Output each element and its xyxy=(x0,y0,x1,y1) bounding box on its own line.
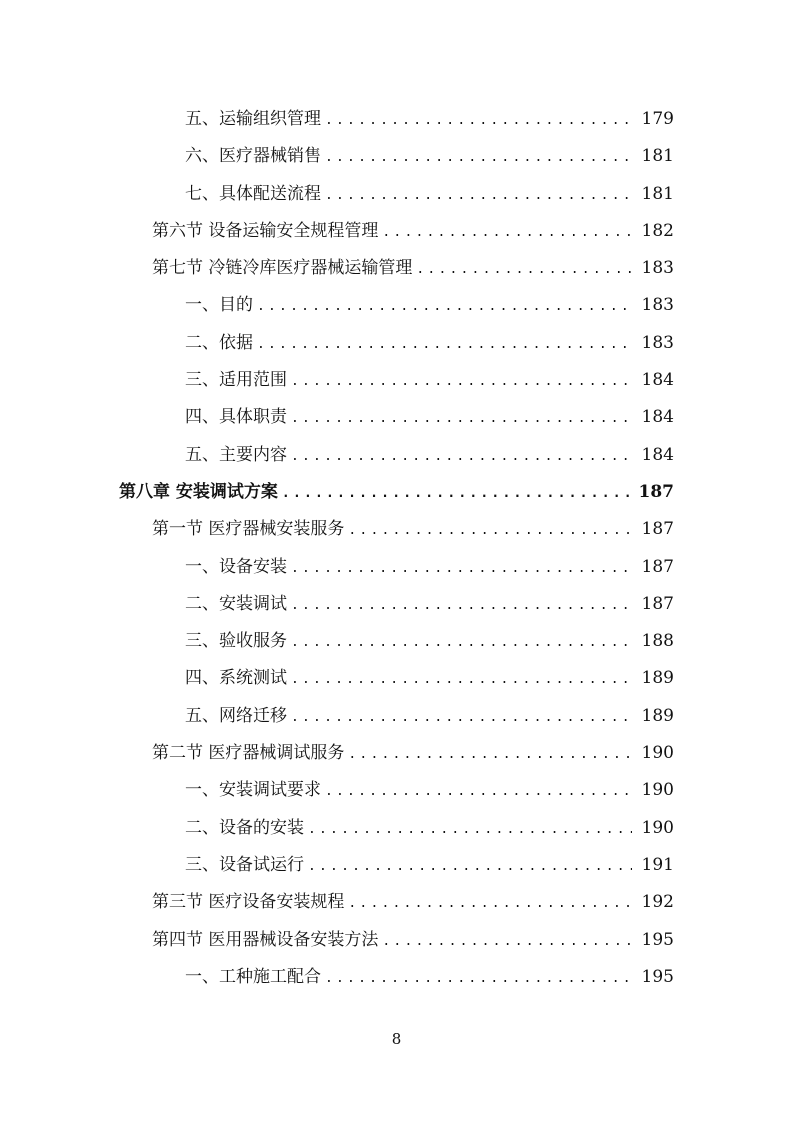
toc-entry-title: 第七节 冷链冷库医疗器械运输管理 xyxy=(152,258,413,279)
dot-leader xyxy=(291,661,632,698)
dot-leader xyxy=(308,848,632,885)
toc-entry-title: 五、运输组织管理 xyxy=(185,109,321,129)
toc-entry-title: 二、设备的安装 xyxy=(185,817,304,838)
toc-entry[interactable] xyxy=(0,325,793,362)
toc-entry[interactable] xyxy=(0,474,793,511)
toc-entry-page-number: 195 xyxy=(641,929,674,950)
toc-entry-page-number: 184 xyxy=(641,370,674,391)
toc-entry-content xyxy=(152,250,674,288)
toc-entry-title: 第八章 安装调试方案 xyxy=(119,481,278,502)
toc-entry[interactable] xyxy=(0,511,793,548)
dot-leader xyxy=(308,811,632,848)
table-of-contents xyxy=(0,101,793,996)
toc-entry-title: 三、设备试运行 xyxy=(185,854,304,875)
toc-entry-content xyxy=(185,623,674,661)
toc-entry-page-number: 183 xyxy=(641,332,674,353)
dot-leader xyxy=(282,475,629,512)
toc-entry-content xyxy=(185,698,674,736)
toc-entry-title: 六、医疗器械销售 xyxy=(185,146,321,167)
toc-entry-content xyxy=(119,474,674,512)
toc-entry-content xyxy=(185,362,674,400)
dot-leader xyxy=(291,587,632,624)
dot-leader xyxy=(325,960,632,997)
toc-entry-title: 四、具体职责 xyxy=(185,407,287,428)
dot-leader xyxy=(382,923,631,960)
dot-leader xyxy=(348,512,631,549)
toc-entry-page-number: 189 xyxy=(641,668,674,689)
toc-entry-content xyxy=(185,959,674,997)
toc-entry-content xyxy=(185,138,674,176)
toc-entry-content xyxy=(185,325,674,363)
toc-entry[interactable] xyxy=(0,959,793,996)
dot-leader xyxy=(291,624,632,661)
dot-leader xyxy=(291,699,632,736)
toc-entry-page-number: 189 xyxy=(641,705,674,726)
toc-entry-title: 第四节 医用器械设备安装方法 xyxy=(152,929,379,950)
toc-entry-title: 五、网络迁移 xyxy=(185,705,287,726)
toc-entry[interactable] xyxy=(0,176,793,213)
toc-entry-title: 一、设备安装 xyxy=(185,556,287,577)
toc-entry-page-number: 184 xyxy=(641,407,674,428)
toc-entry[interactable] xyxy=(0,250,793,287)
toc-entry[interactable] xyxy=(0,437,793,474)
toc-entry-title: 五、主要内容 xyxy=(185,444,287,465)
toc-entry-content xyxy=(185,847,674,885)
toc-entry-content xyxy=(185,101,674,139)
toc-entry-page-number: 183 xyxy=(641,295,674,316)
toc-entry[interactable] xyxy=(0,884,793,921)
toc-entry-page-number: 184 xyxy=(641,444,674,465)
toc-entry-page-number: 195 xyxy=(641,966,674,987)
dot-leader xyxy=(257,326,632,363)
toc-entry-content xyxy=(152,735,674,773)
toc-entry-title: 第二节 医疗器械调试服务 xyxy=(152,743,345,764)
dot-leader xyxy=(325,177,632,214)
toc-entry[interactable] xyxy=(0,735,793,772)
toc-entry-title: 一、目的 xyxy=(185,295,253,316)
toc-entry-title: 第三节 医疗设备安装规程 xyxy=(152,892,345,913)
dot-leader xyxy=(291,550,632,587)
toc-entry-page-number: 179 xyxy=(641,109,674,129)
toc-entry-page-number: 190 xyxy=(641,743,674,764)
toc-entry-content xyxy=(185,399,674,437)
toc-entry[interactable] xyxy=(0,586,793,623)
toc-entry[interactable] xyxy=(0,660,793,697)
toc-entry[interactable] xyxy=(0,549,793,586)
toc-entry-page-number: 190 xyxy=(641,780,674,801)
toc-entry-page-number: 182 xyxy=(641,220,674,241)
toc-entry-title: 二、依据 xyxy=(185,332,253,353)
toc-entry-content xyxy=(185,586,674,624)
toc-entry-page-number: 181 xyxy=(641,183,674,204)
toc-entry[interactable] xyxy=(0,810,793,847)
dot-leader xyxy=(348,736,631,773)
toc-entry-content xyxy=(152,922,674,960)
toc-entry-title: 一、工种施工配合 xyxy=(185,966,321,987)
toc-entry-title: 第六节 设备运输安全规程管理 xyxy=(152,220,379,241)
dot-leader xyxy=(325,139,632,176)
toc-entry-content xyxy=(152,213,674,251)
dot-leader xyxy=(257,288,632,325)
toc-entry[interactable] xyxy=(0,847,793,884)
toc-entry-page-number: 188 xyxy=(641,631,674,652)
toc-entry-page-number: 192 xyxy=(641,892,674,913)
toc-entry-content xyxy=(185,287,674,325)
dot-leader xyxy=(325,102,632,139)
toc-entry-page-number: 191 xyxy=(641,854,674,875)
toc-entry-page-number: 181 xyxy=(641,146,674,167)
toc-entry-content xyxy=(185,549,674,587)
toc-entry-content xyxy=(185,810,674,848)
page-number: 8 xyxy=(391,1030,402,1048)
toc-entry-title: 七、具体配送流程 xyxy=(185,183,321,204)
toc-entry[interactable] xyxy=(0,922,793,959)
toc-entry-title: 三、适用范围 xyxy=(185,370,287,391)
dot-leader xyxy=(291,363,632,400)
toc-entry-page-number: 183 xyxy=(641,258,674,279)
toc-entry[interactable] xyxy=(0,287,793,324)
dot-leader xyxy=(325,773,632,810)
toc-entry-content xyxy=(185,660,674,698)
toc-entry-page-number: 190 xyxy=(641,817,674,838)
toc-entry-page-number: 187 xyxy=(641,593,674,614)
toc-entry-content xyxy=(152,511,674,549)
toc-entry[interactable] xyxy=(0,362,793,399)
toc-entry[interactable] xyxy=(0,101,793,138)
toc-entry-content xyxy=(185,437,674,475)
dot-leader xyxy=(348,885,631,922)
toc-entry-page-number: 187 xyxy=(641,519,674,540)
toc-entry[interactable] xyxy=(0,698,793,735)
dot-leader xyxy=(291,438,632,475)
toc-entry-title: 四、系统测试 xyxy=(185,668,287,689)
dot-leader xyxy=(291,400,632,437)
toc-entry-page-number: 187 xyxy=(638,481,674,502)
toc-entry-title: 第一节 医疗器械安装服务 xyxy=(152,519,345,540)
toc-entry-title: 一、安装调试要求 xyxy=(185,780,321,801)
toc-entry-title: 二、安装调试 xyxy=(185,593,287,614)
toc-entry[interactable] xyxy=(0,623,793,660)
toc-entry[interactable] xyxy=(0,399,793,436)
toc-entry[interactable] xyxy=(0,138,793,175)
toc-entry-content xyxy=(152,884,674,922)
toc-entry-content xyxy=(185,176,674,214)
toc-entry[interactable] xyxy=(0,213,793,250)
toc-entry-title: 三、验收服务 xyxy=(185,631,287,652)
dot-leader xyxy=(416,251,631,288)
toc-entry[interactable] xyxy=(0,772,793,809)
dot-leader xyxy=(382,214,631,251)
toc-entry-content xyxy=(185,772,674,810)
toc-entry-page-number: 187 xyxy=(641,556,674,577)
